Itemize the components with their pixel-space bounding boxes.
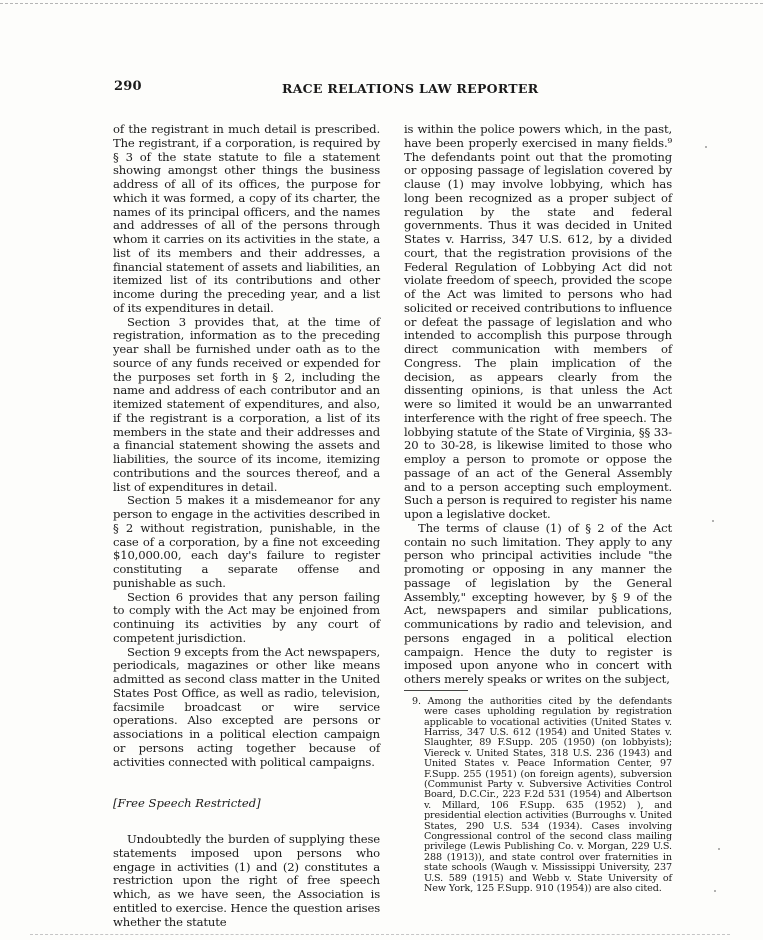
left-paragraph-5: Section 9 excepts from the Act newspapers, periodicals, magazines or other like means admitted as second class matter in the United States Post Office, as well as radio, television, facsimile broadcast or wire service operations. Also excepted are persons or associations in a political election campaign or persons acting together because of activities connected with political campaigns.	[113, 644, 380, 769]
right-column	[404, 123, 672, 894]
scan-speck	[705, 146, 707, 148]
scan-speck	[718, 848, 720, 850]
left-paragraph-6: Undoubtedly the burden of supplying these statements imposed upon persons who engage in activities (1) and (2) constitutes a restriction upon the right of free speech which, as we have seen, the Association is entitled to exercise. Hence the question arises whether the statute	[113, 832, 380, 929]
scan-speck	[714, 890, 716, 892]
section-subheading: [Free Speech Restricted]	[113, 796, 261, 811]
running-head: RACE RELATIONS LAW REPORTER	[282, 81, 539, 96]
left-paragraph-3: Section 5 makes it a misdemeanor for any person to engage in the activities described in § 2 without registration, punishable, in the case of a corporation, by a fine not exceeding $10,000.00, each day's failure to register constituting a separate offense and punishable as such.	[113, 493, 380, 590]
left-paragraph-2: Section 3 provides that, at the time of registration, information as to the preceding year shall be furnished under oath as to the source of any funds received or expended for the purposes set forth in § 2, including the name and address of each contributor and an itemized statement of expenditures, and also, if the registrant is a corporation, a list of its members in the state and their addresses and a financial statement showing the assets and liabilities, the source of its income, itemizing contributions and the sources thereof, and a list of expenditures in detail.	[113, 314, 380, 494]
top-scan-edge	[0, 3, 763, 4]
left-paragraph-1: of the registrant in much detail is prescribed. The registrant, if a corporation, is required by § 3 of the state statute to file a statement showing amongst other things the business address of all of its offices, the purpose for which it was formed, a copy of its charter, the names of its principal officers, and the names and addresses of all of the persons through whom it carries on its activities in the state, a list of its members and their addresses, a financial statement of assets and liabilities, an itemized list of its contributions and other income during the preceding year, and a list of its expenditures in detail.	[113, 122, 380, 315]
right-paragraph-1: is within the police powers which, in the past, have been properly exercised in many fields.⁹ The defendants point out that the promoting or opposing passage of legislation covered by clause (1) may involve lobbying, which has long been recognized as a proper subject of regulation by the state and federal governments. Thus it was decided in United States v. Harriss, 347 U.S. 612, by a divided court, that the registration provisions of the Federal Regulation of Lobbying Act did not violate freedom of speech, provided the scope of the Act was limited to persons who had solicited or received contributions to influence or defeat the passage of legislation and who intended to accomplish this purpose through direct communication with members of Congress. The plain implication of the decision, as appears clearly from the dissenting opinions, is that unless the Act were so limited it would be an unwarranted interference with the right of free speech. The lobbying statute of the State of Virginia, §§ 33-20 to 30-28, is likewise limited to those who employ a person to promote or oppose the passage of an act of the General Assembly and to a person accepting such employment. Such a person is required to register his name upon a legislative docket.	[404, 122, 672, 521]
left-column	[113, 123, 380, 929]
footnote-rule	[404, 690, 468, 691]
right-paragraph-2: The terms of clause (1) of § 2 of the Act contain no such limitation. They apply to any person who principal activities include "the promoting or opposing in any manner the passage of legislation by the General Assembly," excepting however, by § 9 of the Act, newspapers and similar publications, communications by radio and television, and persons engaged in a political election campaign. Hence the duty to register is imposed upon anyone who in concert with others merely speaks or writes on the subject,	[404, 520, 672, 686]
bottom-scan-edge	[30, 934, 730, 935]
left-paragraph-4: Section 6 provides that any person failing to comply with the Act may be enjoined from continuing its activities by any court of competent jurisdiction.	[113, 589, 380, 645]
footnote-9: 9. Among the authorities cited by the defendants were cases upholding regulation by registration applicable to vocational activities (United States v. Harriss, 347 U.S. 612 (1954) and United States v. Slaughter, 89 F.Supp. 205 (1950) (on lobbyists); Viereck v. United States, 318 U.S. 236 (1943) and United States v. Peace Information Center, 97 F.Supp. 255 (1951) (on foreign agents), subversion (Communist Party v. Subversive Activities Control Board, D.C.Cir., 223 F.2d 531 (1954) and Albertson v. Millard, 106 F.Supp. 635 (1952) ), and presidential election activities (Burroughs v. United States, 290 U.S. 534 (1934). Cases involving Congressional control of the second class mailing privilege (Lewis Publishing Co. v. Morgan, 229 U.S. 288 (1913)), and state control over fraternities in state schools (Waugh v. Mississippi University, 237 U.S. 589 (1915) and Webb v. State University of New York, 125 F.Supp. 910 (1954)) are also cited.	[412, 695, 672, 895]
scan-speck	[712, 520, 714, 522]
page-number: 290	[114, 79, 142, 94]
